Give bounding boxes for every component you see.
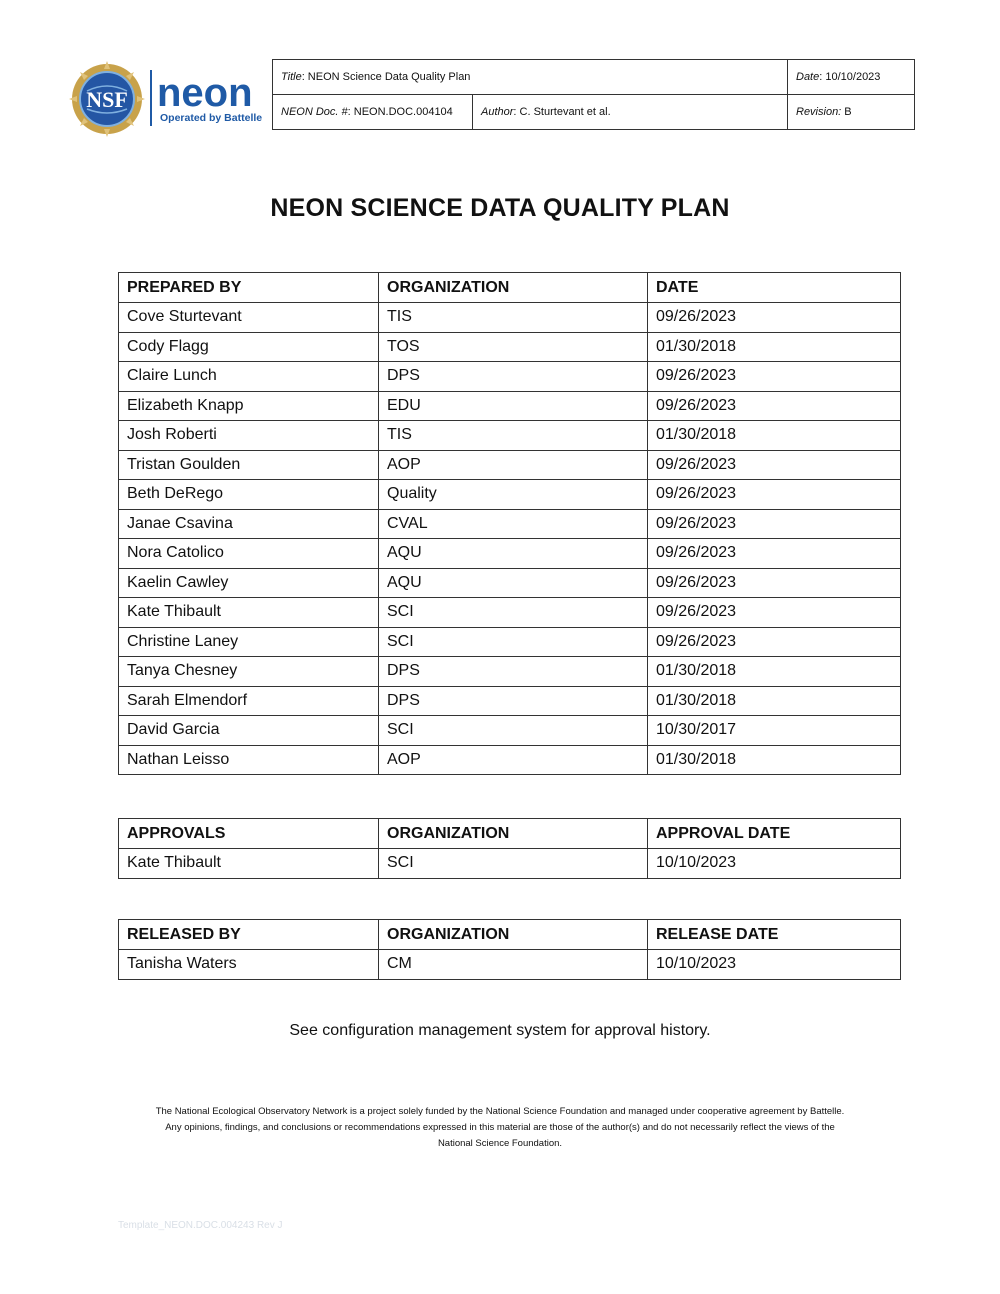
- table-header: ORGANIZATION: [379, 273, 648, 303]
- name-cell: Sarah Elmendorf: [119, 686, 379, 716]
- date-cell: 09/26/2023: [648, 450, 901, 480]
- table-row: [119, 421, 901, 451]
- org-cell: TIS: [379, 303, 648, 333]
- name-cell: Nora Catolico: [119, 539, 379, 569]
- date-cell: 10/10/2023: [648, 849, 901, 879]
- org-cell: DPS: [379, 362, 648, 392]
- name-cell: Kate Thibault: [119, 849, 379, 879]
- table-row: [119, 627, 901, 657]
- name-cell: Nathan Leisso: [119, 745, 379, 775]
- date-cell: 09/26/2023: [648, 480, 901, 510]
- table-row: [119, 657, 901, 687]
- org-cell: SCI: [379, 598, 648, 628]
- date-cell: 01/30/2018: [648, 421, 901, 451]
- doc-header-table: [272, 59, 915, 130]
- name-cell: Josh Roberti: [119, 421, 379, 451]
- name-cell: Christine Laney: [119, 627, 379, 657]
- org-cell: CM: [379, 950, 648, 980]
- table-row: [119, 568, 901, 598]
- org-cell: TIS: [379, 421, 648, 451]
- prepared-by-table: [118, 272, 901, 775]
- table-header: PREPARED BY: [119, 273, 379, 303]
- org-cell: Quality: [379, 480, 648, 510]
- org-cell: DPS: [379, 657, 648, 687]
- table-row: [119, 686, 901, 716]
- name-cell: Elizabeth Knapp: [119, 391, 379, 421]
- svg-text:neon: neon: [157, 71, 253, 115]
- date-cell: 09/26/2023: [648, 627, 901, 657]
- table-row: [119, 849, 901, 879]
- approval-history-note: See configuration management system for approval history.: [289, 1022, 711, 1039]
- doc-revision-cell: Revision: B: [788, 95, 915, 130]
- nsf-seal-icon: [69, 60, 269, 138]
- table-row: [119, 450, 901, 480]
- table-row: [119, 391, 901, 421]
- table-row: [119, 716, 901, 746]
- date-cell: 01/30/2018: [648, 332, 901, 362]
- date-cell: 01/30/2018: [648, 745, 901, 775]
- table-header: RELEASE DATE: [648, 920, 901, 950]
- date-cell: 09/26/2023: [648, 568, 901, 598]
- name-cell: David Garcia: [119, 716, 379, 746]
- org-cell: SCI: [379, 849, 648, 879]
- table-row: [119, 303, 901, 333]
- date-cell: 09/26/2023: [648, 598, 901, 628]
- table-header: ORGANIZATION: [379, 819, 648, 849]
- name-cell: Kate Thibault: [119, 598, 379, 628]
- table-header: ORGANIZATION: [379, 920, 648, 950]
- date-cell: 09/26/2023: [648, 362, 901, 392]
- org-cell: AQU: [379, 539, 648, 569]
- funding-disclaimer: [100, 1104, 900, 1152]
- table-row: [119, 950, 901, 980]
- date-cell: 09/26/2023: [648, 303, 901, 333]
- table-row: [119, 362, 901, 392]
- org-cell: AOP: [379, 450, 648, 480]
- doc-title-cell: Title: NEON Science Data Quality Plan: [273, 60, 788, 95]
- table-header: APPROVALS: [119, 819, 379, 849]
- org-cell: TOS: [379, 332, 648, 362]
- doc-number-cell: NEON Doc. #: NEON.DOC.004104: [273, 95, 473, 130]
- table-row: [119, 480, 901, 510]
- name-cell: Kaelin Cawley: [119, 568, 379, 598]
- page-title: NEON SCIENCE DATA QUALITY PLAN: [270, 194, 730, 222]
- name-cell: Tanya Chesney: [119, 657, 379, 687]
- name-cell: Tristan Goulden: [119, 450, 379, 480]
- svg-text:Operated by Battelle: Operated by Battelle: [160, 112, 263, 124]
- table-header: APPROVAL DATE: [648, 819, 901, 849]
- nsf-neon-logo: [69, 60, 269, 138]
- table-header: RELEASED BY: [119, 920, 379, 950]
- name-cell: Tanisha Waters: [119, 950, 379, 980]
- svg-text:NSF: NSF: [86, 87, 128, 112]
- org-cell: DPS: [379, 686, 648, 716]
- name-cell: Claire Lunch: [119, 362, 379, 392]
- org-cell: SCI: [379, 627, 648, 657]
- name-cell: Beth DeRego: [119, 480, 379, 510]
- org-cell: AQU: [379, 568, 648, 598]
- org-cell: AOP: [379, 745, 648, 775]
- table-row: [119, 509, 901, 539]
- doc-author-cell: Author: C. Sturtevant et al.: [473, 95, 788, 130]
- table-row: [119, 539, 901, 569]
- template-reference: Template_NEON.DOC.004243 Rev J: [118, 1220, 283, 1231]
- date-cell: 09/26/2023: [648, 391, 901, 421]
- date-cell: 10/10/2023: [648, 950, 901, 980]
- doc-date-cell: Date: 10/10/2023: [788, 60, 915, 95]
- name-cell: Cove Sturtevant: [119, 303, 379, 333]
- date-cell: 01/30/2018: [648, 657, 901, 687]
- footer-line: National Science Foundation.: [437, 1138, 563, 1149]
- name-cell: Cody Flagg: [119, 332, 379, 362]
- footer-line: Any opinions, findings, and conclusions or recommendations expressed in this material are those of the author(s) and do not necessarily reflect the views of the: [165, 1122, 835, 1133]
- footer-line: The National Ecological Observatory Network is a project solely funded by the National Science Foundation and managed under cooperative agreement by Battelle.: [155, 1106, 845, 1117]
- table-row: [119, 598, 901, 628]
- table-row: [119, 332, 901, 362]
- date-cell: 01/30/2018: [648, 686, 901, 716]
- approvals-table: [118, 818, 901, 879]
- table-header: DATE: [648, 273, 901, 303]
- date-cell: 10/30/2017: [648, 716, 901, 746]
- org-cell: SCI: [379, 716, 648, 746]
- name-cell: Janae Csavina: [119, 509, 379, 539]
- org-cell: CVAL: [379, 509, 648, 539]
- table-row: [119, 745, 901, 775]
- released-by-table: [118, 919, 901, 980]
- org-cell: EDU: [379, 391, 648, 421]
- date-cell: 09/26/2023: [648, 539, 901, 569]
- date-cell: 09/26/2023: [648, 509, 901, 539]
